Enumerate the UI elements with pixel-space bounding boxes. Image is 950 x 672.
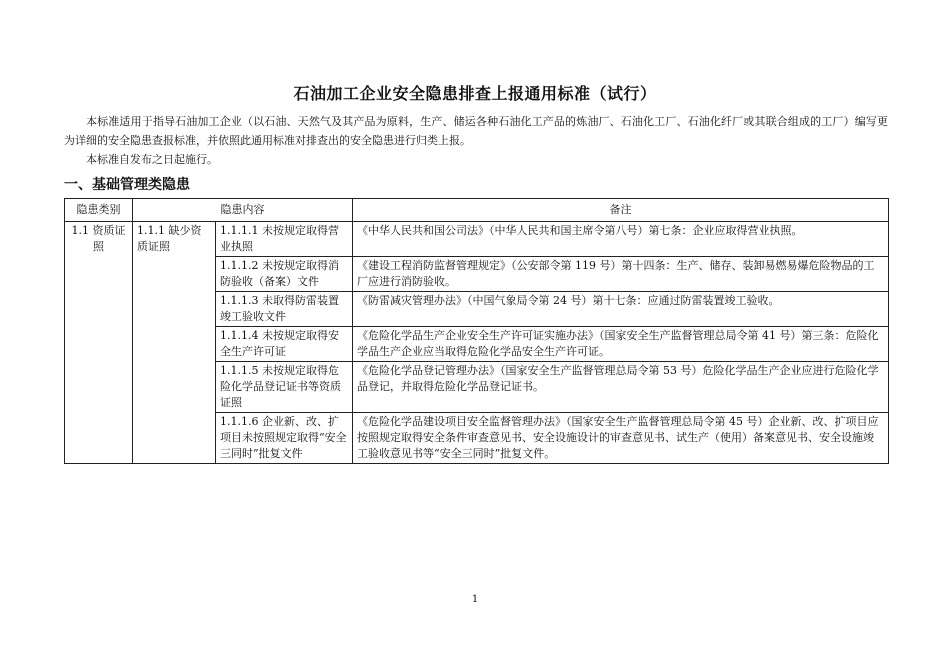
intro-text [64, 112, 888, 169]
item-cell: 1.1.1.1 未按规定取得营业执照 [216, 222, 353, 257]
hazard-table [64, 198, 889, 464]
header-notes: 备注 [353, 199, 889, 222]
note-cell: 《危险化学品登记管理办法》（国家安全生产监督管理总局令第 53 号）危险化学品生产企业应进行危险化学品登记，并取得危险化学品登记证书。 [353, 362, 889, 413]
item-cell: 1.1.1.2 未按规定取得消防验收（备案）文件 [216, 257, 353, 292]
note-cell: 《建设工程消防监督管理规定》（公安部令第 119 号）第十四条：生产、储存、装卸易燃易爆危险物品的工厂应进行消防验收。 [353, 257, 889, 292]
note-cell: 《危险化学品建设项目安全监督管理办法》（国家安全生产监督管理总局令第 45 号）企业新、改、扩项目应按照规定取得安全条件审查意见书、安全设施设计的审查意见书、试生产（使用）备案意见书、安全设施竣工验收意见书等“安全三同时”批复文件。 [353, 413, 889, 464]
note-cell: 《中华人民共和国公司法》（中华人民共和国主席令第八号）第七条：企业应取得营业执照。 [353, 222, 889, 257]
table-row [65, 222, 889, 257]
section-heading: 一、基础管理类隐患 [64, 177, 190, 193]
intro-paragraph: 本标准适用于指导石油加工企业（以石油、天然气及其产品为原料，生产、储运各种石油化工产品的炼油厂、石油化工厂、石油化纤厂或其联合组成的工厂）编写更为详细的安全隐患查报标准，并依照此通用标准对排查出的安全隐患进行归类上报。 [64, 115, 888, 147]
item-cell: 1.1.1.5 未按规定取得危险化学品登记证书等资质证照 [216, 362, 353, 413]
note-cell: 《防雷减灾管理办法》（中国气象局令第 24 号）第十七条：应通过防雷装置竣工验收。 [353, 292, 889, 327]
category-cell: 1.1 资质证照 [65, 222, 133, 464]
item-cell: 1.1.1.3 未取得防雷装置竣工验收文件 [216, 292, 353, 327]
page-number: 1 [471, 594, 479, 605]
subcategory-cell: 1.1.1 缺少资质证照 [133, 222, 216, 464]
note-cell: 《危险化学品生产企业安全生产许可证实施办法》（国家安全生产监督管理总局令第 41 号）第三条：危险化学品生产企业应当取得危险化学品安全生产许可证。 [353, 327, 889, 362]
intro-paragraph: 本标准自发布之日起施行。 [86, 153, 218, 166]
document-title: 石油加工企业安全隐患排查上报通用标准（试行） [293, 84, 657, 103]
header-category: 隐患类别 [65, 199, 133, 222]
item-cell: 1.1.1.4 未按规定取得安全生产许可证 [216, 327, 353, 362]
header-content: 隐患内容 [133, 199, 353, 222]
table-header-row [65, 199, 889, 222]
item-cell: 1.1.1.6 企业新、改、扩项目未按照规定取得“安全三同时”批复文件 [216, 413, 353, 464]
